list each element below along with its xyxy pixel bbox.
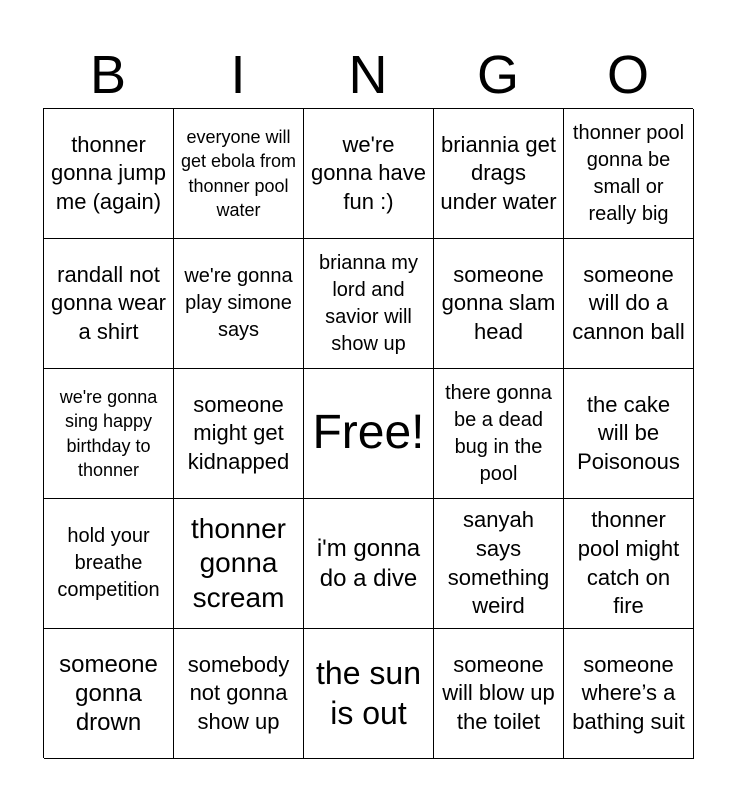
header-letter-n: N: [348, 45, 388, 105]
bingo-cell-text: the cake will be Poisonous: [577, 391, 680, 474]
bingo-cell-r3c2[interactable]: [174, 369, 304, 499]
bingo-board: [43, 108, 693, 758]
bingo-cell-text: someone where’s a bathing suit: [572, 651, 685, 734]
bingo-cell-r4c3[interactable]: [304, 499, 434, 629]
bingo-cell-text: sanyah says something weird: [447, 507, 550, 619]
bingo-cell-text: someone might get kidnapped: [187, 391, 290, 474]
bingo-cell-text: briannia get drags under water: [440, 131, 557, 214]
bingo-cell-text: thonner pool might catch on fire: [577, 507, 680, 619]
bingo-cell-text: somebody not gonna show up: [187, 651, 290, 734]
bingo-cell-r3c5[interactable]: [564, 369, 694, 499]
bingo-cell-r2c1[interactable]: [44, 239, 174, 369]
bingo-cell-r2c2[interactable]: [174, 239, 304, 369]
bingo-cell-text: we're gonna play simone says: [184, 265, 293, 341]
bingo-cell-text: someone gonna drown: [59, 650, 158, 737]
bingo-cell-text: there gonna be a dead bug in the pool: [445, 381, 552, 485]
bingo-cell-r2c5[interactable]: [564, 239, 694, 369]
bingo-cell-text: thonner gonna jump me (again): [51, 131, 166, 214]
bingo-cell-r5c3[interactable]: [304, 629, 434, 759]
bingo-cell-r1c4[interactable]: [434, 109, 564, 239]
bingo-cell-text: i'm gonna do a dive: [316, 535, 421, 592]
bingo-cell-r4c4[interactable]: [434, 499, 564, 629]
bingo-cell-r5c4[interactable]: [434, 629, 564, 759]
bingo-cell-text: we're gonna sing happy birthday to thonner: [59, 386, 158, 480]
bingo-cell-r1c1[interactable]: [44, 109, 174, 239]
free-space-label: Free!: [312, 406, 425, 460]
bingo-cell-r2c3[interactable]: [304, 239, 434, 369]
bingo-cell-r3c4[interactable]: [434, 369, 564, 499]
bingo-header: [43, 42, 693, 108]
bingo-cell-r4c2[interactable]: [174, 499, 304, 629]
bingo-cell-text: thonner gonna scream: [191, 513, 286, 613]
bingo-cell-r1c2[interactable]: [174, 109, 304, 239]
bingo-cell-r1c3[interactable]: [304, 109, 434, 239]
bingo-cell-r1c5[interactable]: [564, 109, 694, 239]
header-letter-i: I: [230, 45, 246, 105]
bingo-cell-text: we're gonna have fun :): [311, 131, 426, 214]
bingo-cell-text: everyone will get ebola from thonner pool water: [180, 126, 297, 220]
bingo-cell-text: someone will blow up the toilet: [442, 651, 555, 734]
bingo-cell-r5c1[interactable]: [44, 629, 174, 759]
bingo-cell-r2c4[interactable]: [434, 239, 564, 369]
header-letter-b: B: [89, 45, 127, 105]
bingo-cell-text: thonner pool gonna be small or really big: [572, 121, 685, 225]
bingo-cell-text: the sun is out: [316, 655, 421, 731]
bingo-cell-text: someone will do a cannon ball: [572, 261, 685, 344]
bingo-cell-r3c1[interactable]: [44, 369, 174, 499]
bingo-cell-r4c5[interactable]: [564, 499, 694, 629]
header-letter-o: O: [606, 45, 649, 105]
header-letter-g: G: [476, 45, 519, 105]
bingo-cell-r5c5[interactable]: [564, 629, 694, 759]
bingo-cell-free[interactable]: [304, 369, 434, 499]
bingo-cell-text: hold your breathe competition: [57, 525, 160, 601]
bingo-cell-r4c1[interactable]: [44, 499, 174, 629]
bingo-cell-text: someone gonna slam head: [441, 261, 556, 344]
bingo-cell-r5c2[interactable]: [174, 629, 304, 759]
bingo-cell-text: brianna my lord and savior will show up: [319, 251, 418, 355]
bingo-cell-text: randall not gonna wear a shirt: [51, 261, 166, 344]
